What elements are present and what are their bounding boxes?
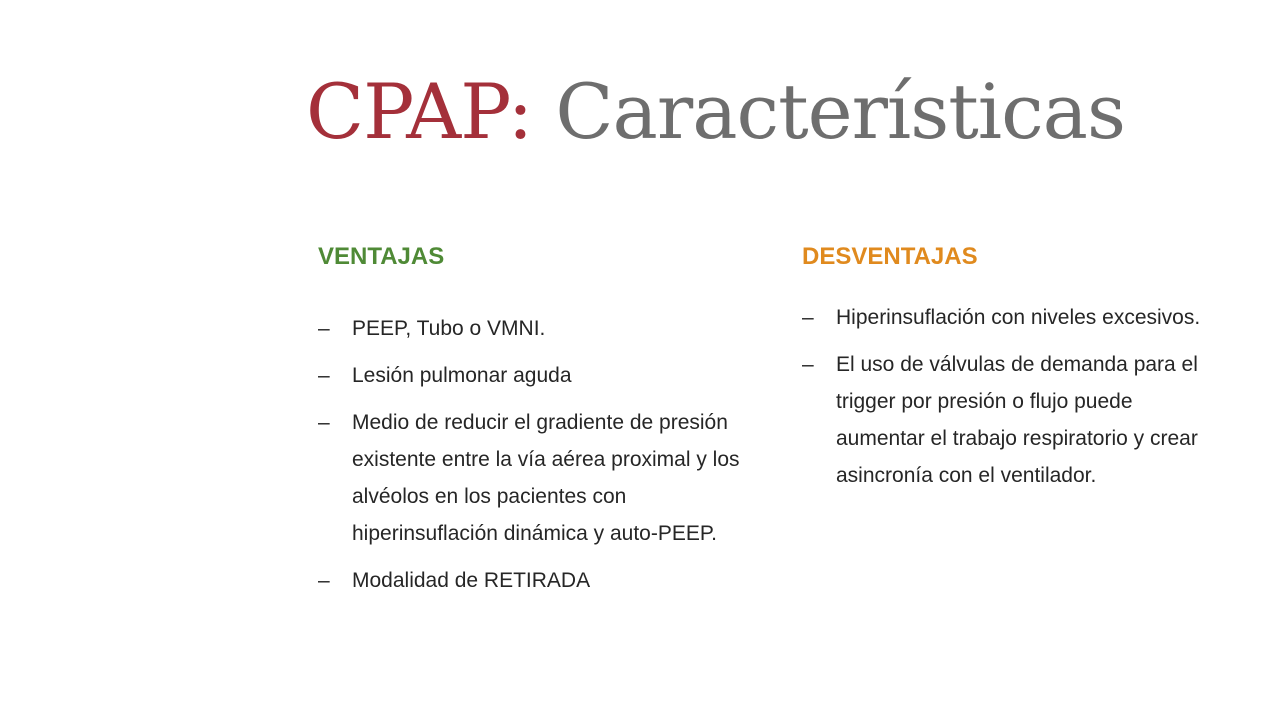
desventajas-item-text: El uso de válvulas de demanda para el trigger por presión o flujo puede aumentar el trabajo respiratorio y crear asincronía con el ventilador.: [836, 353, 1198, 487]
title-accent: CPAP:: [306, 67, 533, 156]
bullet-dash: –: [318, 364, 330, 387]
ventajas-list: [318, 310, 740, 599]
ventajas-item-text: Modalidad de RETIRADA: [352, 569, 591, 592]
desventajas-item: [802, 346, 1206, 494]
desventajas-list: [802, 299, 1202, 494]
ventajas-item: [318, 562, 742, 599]
ventajas-item: [318, 310, 742, 347]
ventajas-heading: VENTAJAS: [318, 243, 445, 270]
ventajas-item: [318, 357, 742, 394]
ventajas-item-text: PEEP, Tubo o VMNI.: [352, 317, 546, 340]
ventajas-item: [318, 404, 742, 552]
bullet-dash: –: [318, 569, 330, 592]
bullet-dash: –: [802, 353, 814, 376]
bullet-dash: –: [802, 306, 814, 329]
desventajas-item: [802, 299, 1206, 336]
slide-title: [306, 62, 1206, 162]
desventajas-item-text: Hiperinsuflación con niveles excesivos.: [836, 306, 1201, 329]
ventajas-item-text: Lesión pulmonar aguda: [352, 364, 572, 387]
desventajas-heading: DESVENTAJAS: [802, 243, 978, 270]
bullet-dash: –: [318, 411, 330, 434]
desventajas-column: [802, 240, 1202, 504]
ventajas-column: [318, 240, 740, 609]
bullet-dash: –: [318, 317, 330, 340]
ventajas-item-text: Medio de reducir el gradiente de presión existente entre la vía aérea proximal y los alvéolos en los pacientes con hiperinsuflación dinámica y auto-PEEP.: [352, 411, 740, 545]
title-rest: Características: [555, 67, 1125, 156]
